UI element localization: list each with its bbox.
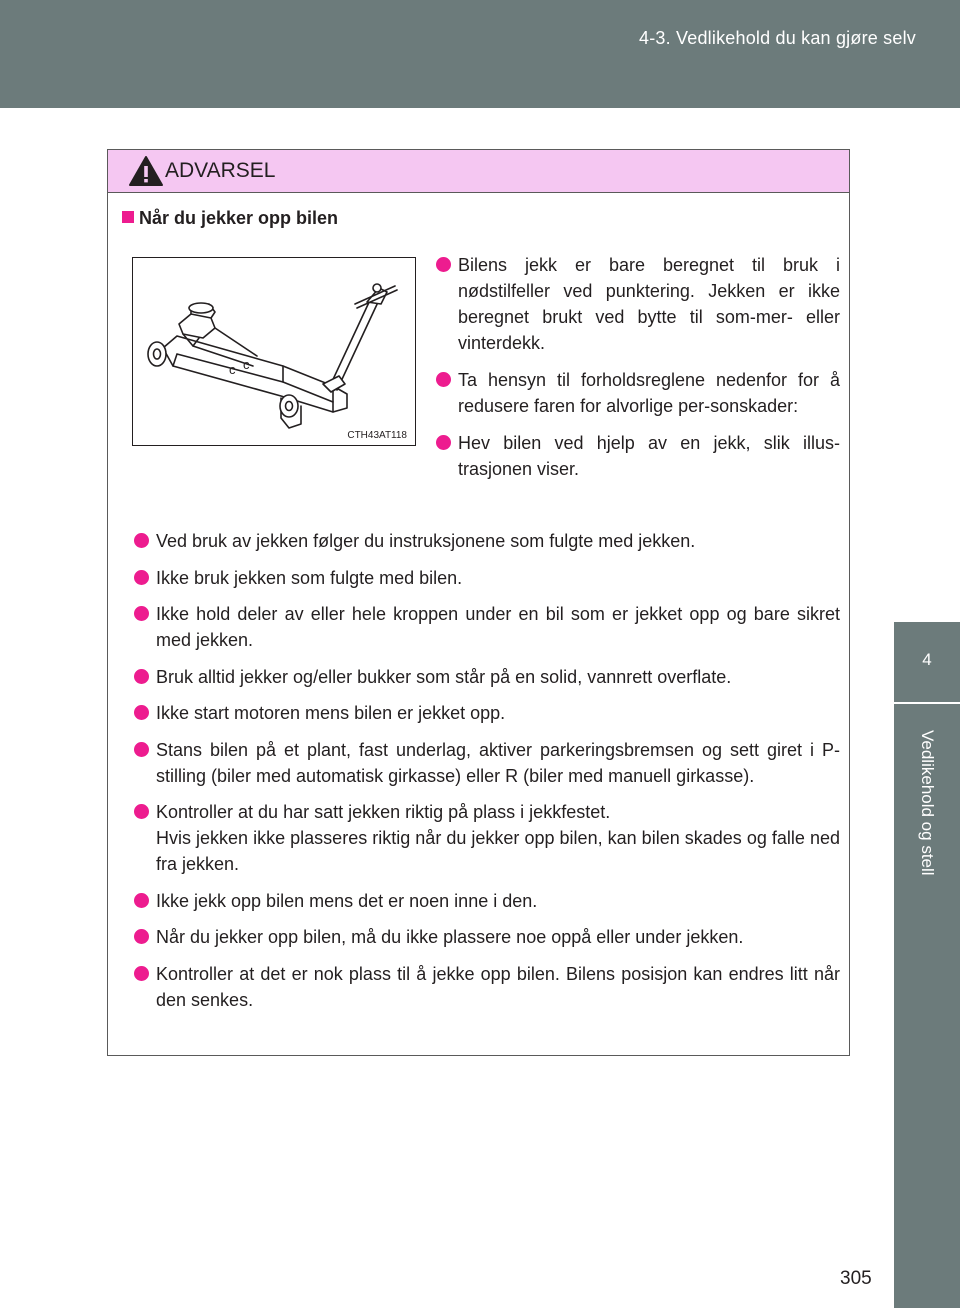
section-heading	[122, 208, 338, 229]
round-bullet-icon	[436, 372, 451, 387]
list-item: Stans bilen på et plant, fast underlag, aktiver parkeringsbremsen og sett giret i P-stilling (biler med automatisk girkasse) eller R (biler med manuell girkasse).	[134, 737, 840, 789]
image-code: CTH43AT118	[347, 430, 407, 441]
round-bullet-icon	[134, 533, 149, 548]
list-item: Ikke bruk jekken som fulgte med bilen.	[134, 565, 840, 591]
right-bullet-list	[436, 252, 840, 493]
warning-box	[107, 149, 850, 1056]
list-item: Ikke hold deler av eller hele kroppen under en bil som er jekket opp og bare sikret med jekken.	[134, 601, 840, 653]
list-item: Hev bilen ved hjelp av en jekk, slik illus-trasjonen viser.	[436, 430, 840, 482]
top-header-bar	[0, 0, 960, 108]
round-bullet-icon	[134, 929, 149, 944]
jack-illustration	[132, 257, 416, 446]
round-bullet-icon	[134, 669, 149, 684]
list-item: Ikke jekk opp bilen mens det er noen inne i den.	[134, 888, 840, 914]
list-item: Når du jekker opp bilen, må du ikke plassere noe oppå eller under jekken.	[134, 924, 840, 950]
list-item: Ved bruk av jekken følger du instruksjonene som fulgte med jekken.	[134, 528, 840, 554]
list-item: Bilens jekk er bare beregnet til bruk i nødstilfeller ved punktering. Jekken er ikke beregnet brukt ved bytte til som-mer- eller vinterdekk.	[436, 252, 840, 356]
page-number: 305	[840, 1268, 872, 1289]
chapter-label: Vedlikehold og stell	[918, 730, 937, 876]
round-bullet-icon	[134, 606, 149, 621]
round-bullet-icon	[436, 257, 451, 272]
bullet-list	[134, 528, 840, 1023]
round-bullet-icon	[134, 966, 149, 981]
round-bullet-icon	[134, 893, 149, 908]
chapter-number: 4	[922, 650, 932, 669]
list-item: Ikke start motoren mens bilen er jekket opp.	[134, 700, 840, 726]
chapter-side-tab	[894, 622, 960, 1308]
round-bullet-icon	[134, 742, 149, 757]
section-heading-text: Når du jekker opp bilen	[139, 208, 339, 228]
warning-triangle-icon	[128, 155, 164, 187]
square-bullet-icon	[122, 211, 134, 223]
warning-title: ADVARSEL	[165, 159, 276, 182]
floor-jack-icon	[133, 258, 415, 445]
svg-text:c: c	[243, 357, 250, 372]
list-item: Bruk alltid jekker og/eller bukker som står på en solid, vannrett overflate.	[134, 664, 840, 690]
list-item: Ta hensyn til forholdsreglene nedenfor for å redusere faren for alvorlige per-sonskader:	[436, 367, 840, 419]
round-bullet-icon	[134, 804, 149, 819]
round-bullet-icon	[134, 705, 149, 720]
list-item: Kontroller at det er nok plass til å jekke opp bilen. Bilens posisjon kan endres litt når den senkes.	[134, 961, 840, 1013]
section-title: 4-3. Vedlikehold du kan gjøre selv	[639, 28, 916, 48]
list-item: Kontroller at du har satt jekken riktig på plass i jekkfestet. Hvis jekken ikke plasseres riktig når du jekker opp bilen, kan bilen skades og falle ned fra jekken.	[134, 799, 840, 877]
round-bullet-icon	[436, 435, 451, 450]
warning-header	[108, 150, 849, 193]
tab-divider	[894, 702, 960, 704]
round-bullet-icon	[134, 570, 149, 585]
svg-text:c: c	[229, 362, 236, 377]
